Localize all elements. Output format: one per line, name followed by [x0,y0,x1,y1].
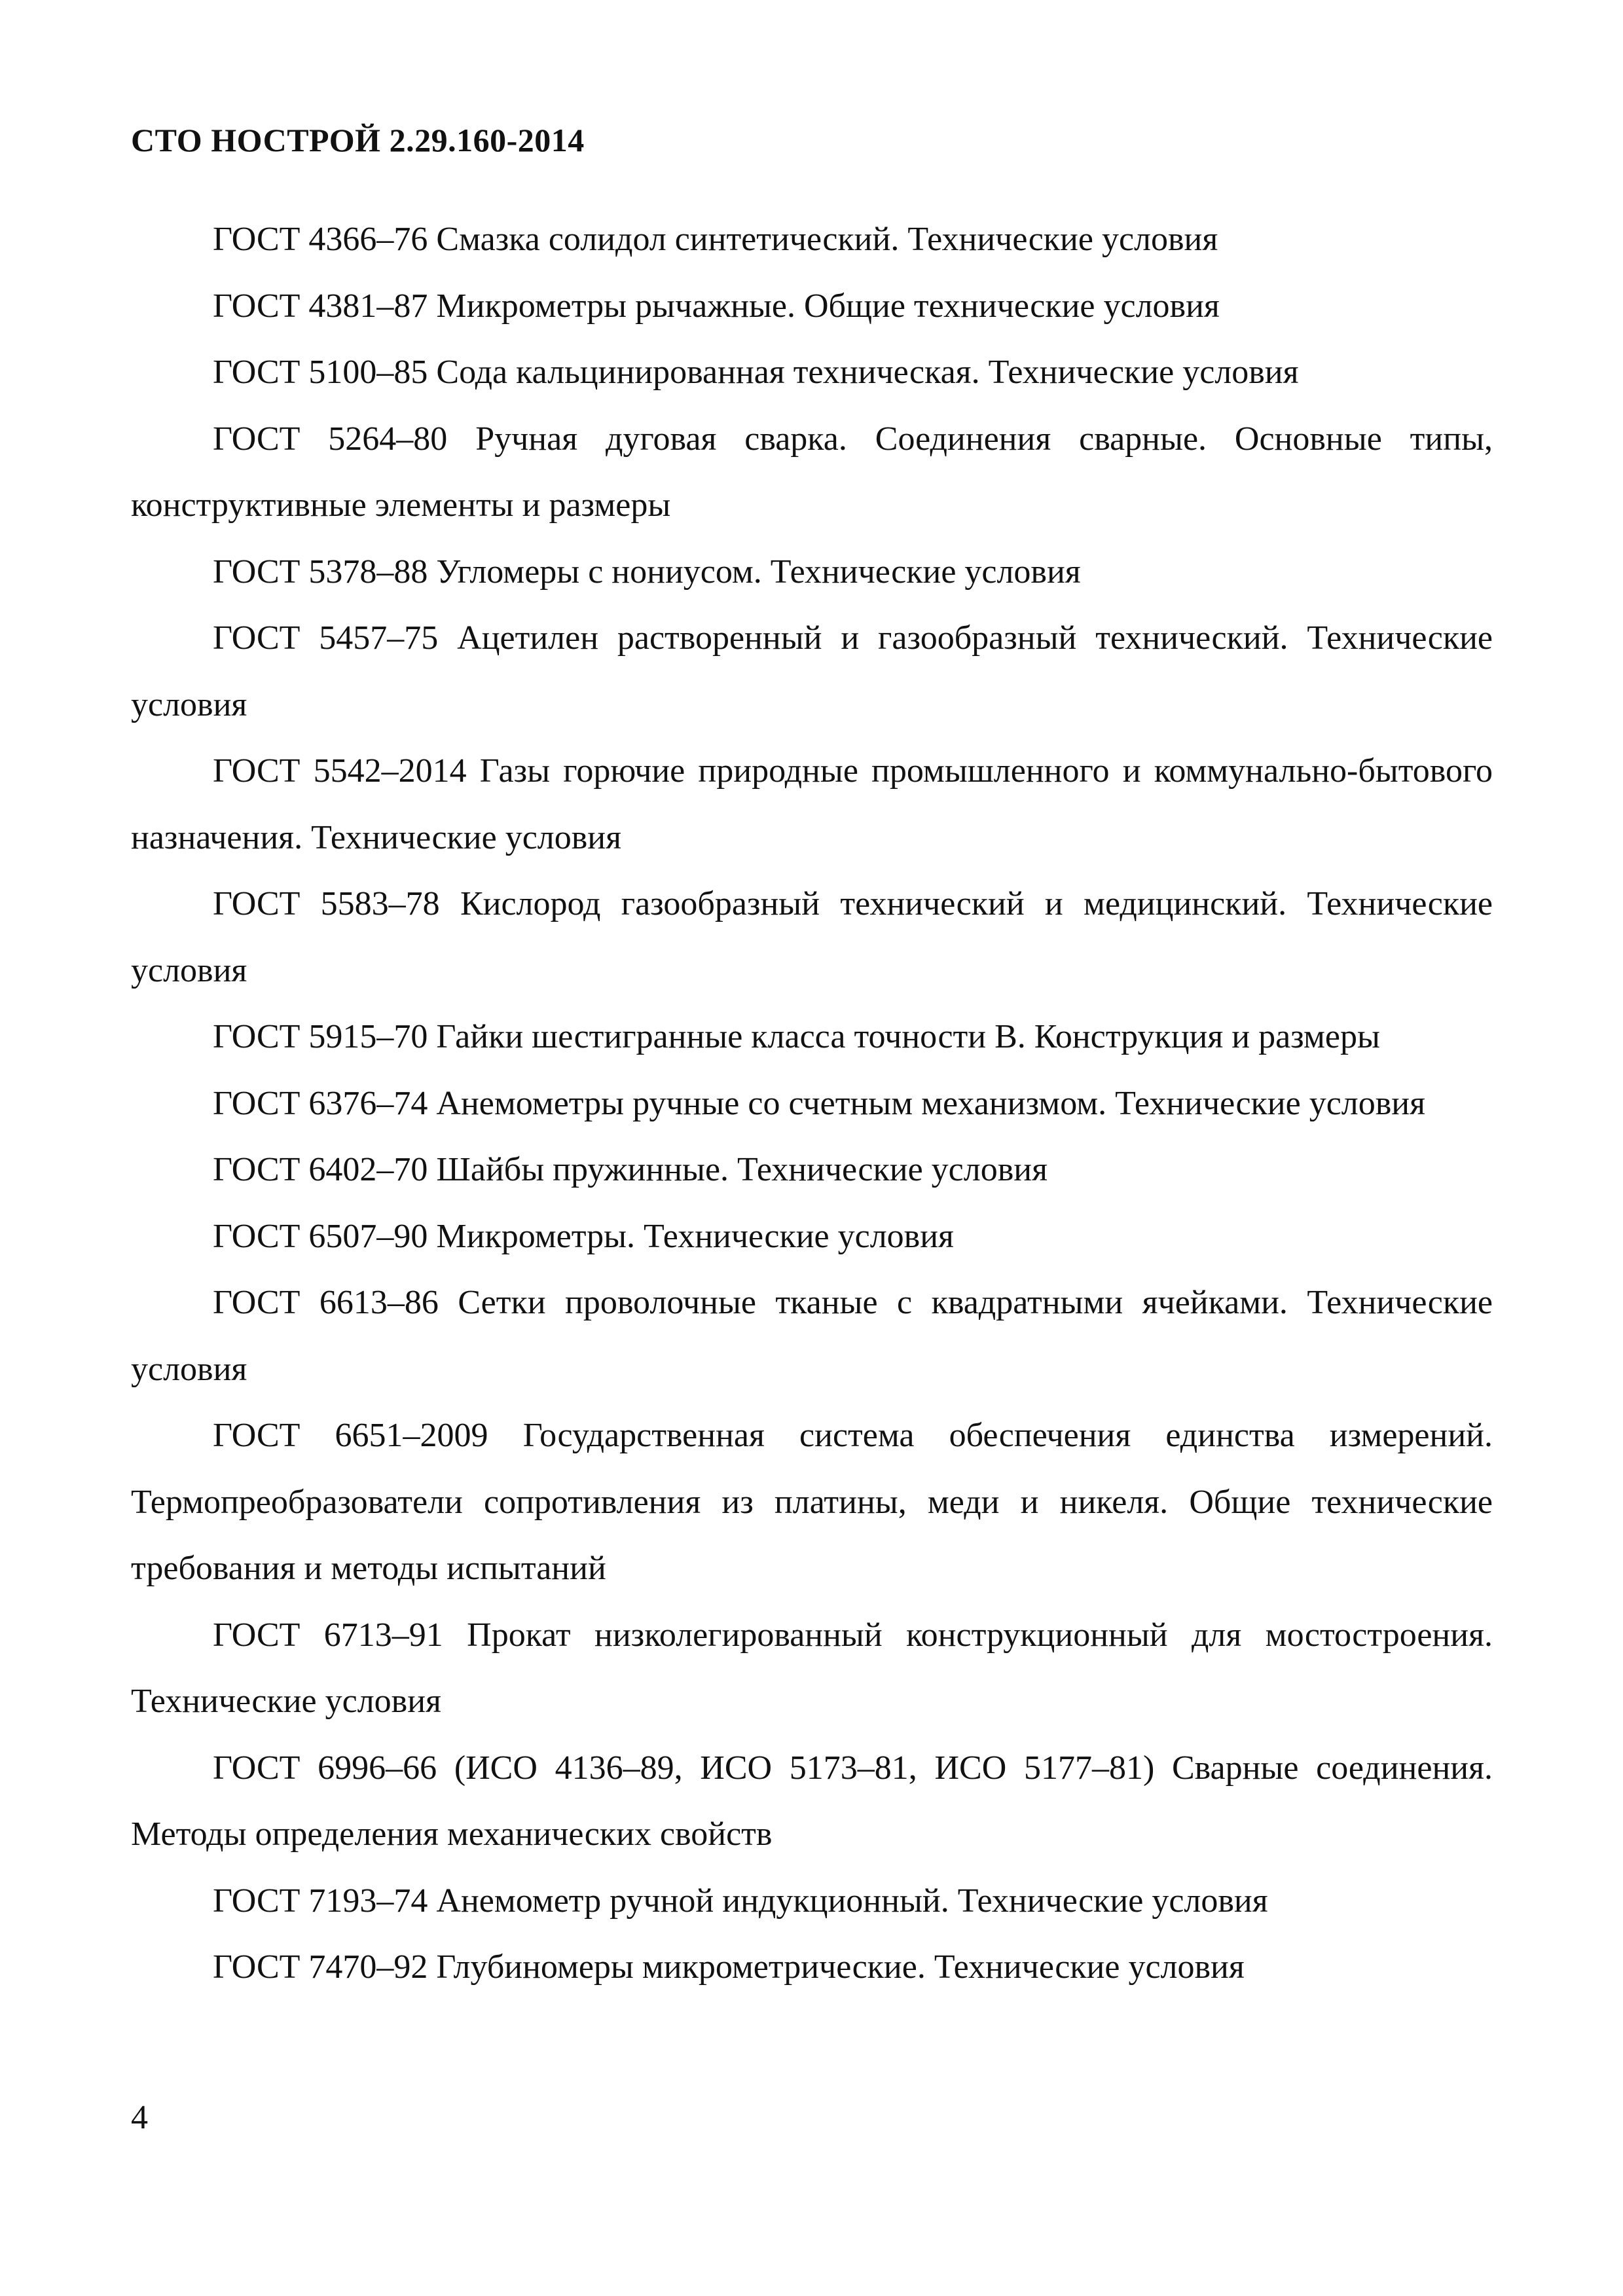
standard-code: ГОСТ 5264–80 [213,420,448,458]
list-item [131,738,1493,871]
standard-title: Государственная система обеспечения единства измерений. Термопреобразователи сопротивления из платины, меди и никеля. Общие технические требования и методы испытаний [131,1417,1493,1587]
standard-code: ГОСТ 5378–88 [213,553,428,591]
list-item [131,273,1493,340]
standard-title: Смазка солидол синтетический. Технические условия [436,221,1218,258]
standard-title: Анемометры ручные со счетным механизмом. Технические условия [436,1084,1426,1122]
standard-code: ГОСТ 6402–70 [213,1151,428,1188]
standard-title: (ИСО 4136–89, ИСО 5173–81, ИСО 5177–81) Сварные соединения. Методы определения механических свойств [131,1749,1493,1853]
list-item [131,1602,1493,1735]
standard-title: Прокат низколегированный конструкционный для мостостроения. Технические условия [131,1616,1493,1720]
standards-list [131,206,1493,2001]
standard-title: Сетки проволочные тканые с квадратными ячейками. Технические условия [131,1284,1493,1388]
document-header: СТО НОСТРОЙ 2.29.160-2014 [131,122,585,158]
standard-code: ГОСТ 5457–75 [213,619,439,657]
standard-title: Анемометр ручной индукционный. Технические условия [436,1882,1268,1920]
standard-title: Кислород газообразный технический и медицинский. Технические условия [131,885,1493,989]
standard-code: ГОСТ 6651–2009 [213,1417,488,1454]
standard-code: ГОСТ 5915–70 [213,1018,428,1055]
standard-title: Глубиномеры микрометрические. Технические условия [436,1948,1245,1986]
list-item [131,605,1493,738]
list-item [131,1735,1493,1868]
list-item [131,1934,1493,2001]
list-item [131,206,1493,273]
standard-title: Ацетилен растворенный и газообразный технический. Технические условия [131,619,1493,723]
standard-code: ГОСТ 4381–87 [213,287,428,325]
standard-code: ГОСТ 5542–2014 [213,752,467,790]
standard-code: ГОСТ 5583–78 [213,885,440,922]
standard-code: ГОСТ 6507–90 [213,1217,428,1255]
standard-code: ГОСТ 6996–66 [213,1749,437,1787]
standard-code: ГОСТ 6376–74 [213,1084,428,1122]
standard-code: ГОСТ 5100–85 [213,354,428,391]
list-item [131,1402,1493,1602]
standard-code: ГОСТ 7193–74 [213,1882,428,1920]
standard-title: Микрометры рычажные. Общие технические условия [436,287,1220,325]
standard-code: ГОСТ 6613–86 [213,1284,439,1321]
standard-title: Ручная дуговая сварка. Соединения сварные. Основные типы, конструктивные элементы и размеры [131,420,1493,524]
standard-title: Шайбы пружинные. Технические условия [436,1151,1048,1188]
standard-title: Газы горючие природные промышленного и коммунально-бытового назначения. Технические условия [131,752,1493,856]
list-item [131,1269,1493,1402]
list-item [131,1070,1493,1137]
standard-title: Микрометры. Технические условия [436,1217,954,1255]
page-number: 4 [131,2099,148,2136]
standard-title: Угломеры с нониусом. Технические условия [436,553,1081,591]
standard-code: ГОСТ 4366–76 [213,221,428,258]
list-item [131,406,1493,539]
standard-code: ГОСТ 6713–91 [213,1616,443,1654]
list-item [131,1203,1493,1270]
list-item [131,871,1493,1004]
list-item [131,1137,1493,1203]
list-item [131,339,1493,406]
standard-title: Гайки шестигранные класса точности В. Конструкция и размеры [436,1018,1380,1055]
list-item [131,1004,1493,1070]
standard-title: Сода кальцинированная техническая. Технические условия [436,354,1299,391]
list-item [131,539,1493,606]
list-item [131,1868,1493,1935]
standard-code: ГОСТ 7470–92 [213,1948,428,1986]
